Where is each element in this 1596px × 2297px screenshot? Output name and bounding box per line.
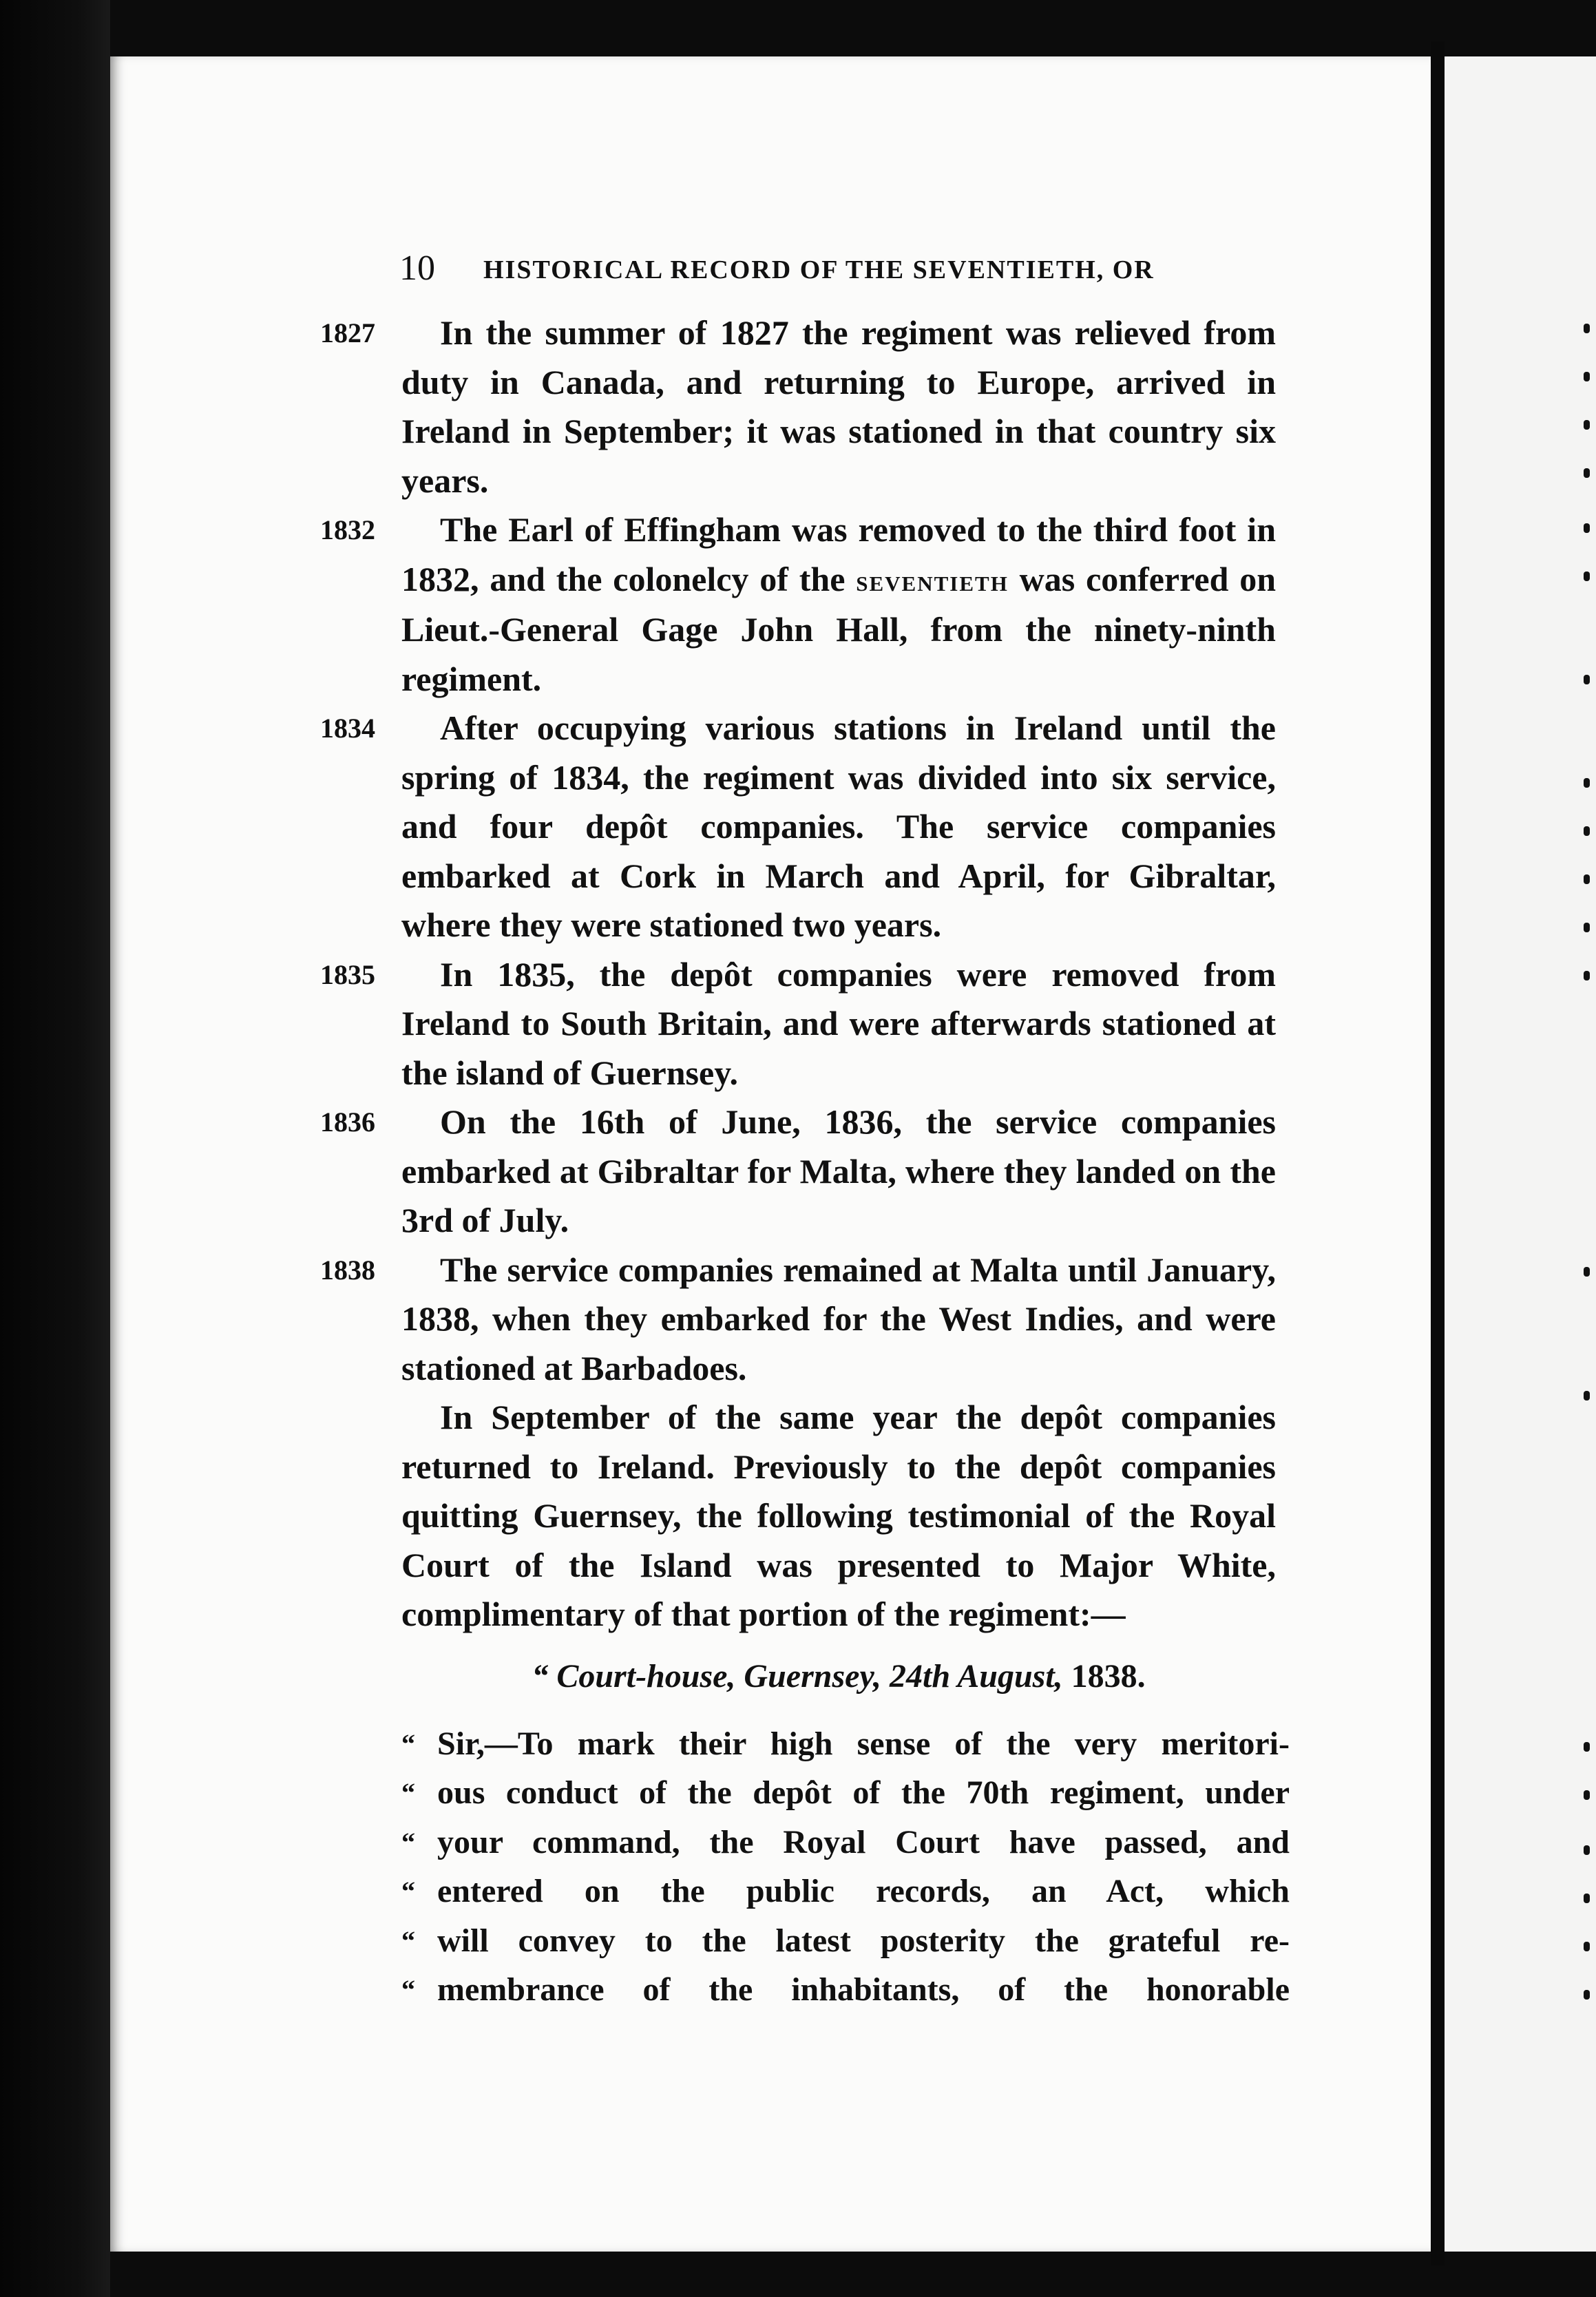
quote-text: membrance of the inhabitants, of the honorable [437,1971,1290,2008]
facing-page-mark [1584,1845,1590,1855]
letter-dateline [401,1652,1276,1701]
quote-text: your command, the Royal Court have passed, and [437,1823,1290,1860]
paragraph: In the summer of 1827 the regiment was relieved from duty in Canada, and returning to Europe, arrived in Ireland in September; it was stationed in that country six years. [401,313,1276,500]
continuation-entry [320,1393,1284,1639]
running-head-title: HISTORICAL RECORD OF THE SEVENTIETH, OR [483,255,1155,284]
year-entry [320,704,1284,950]
paragraph [401,505,1276,704]
quote-text: entered on the public records, an Act, which [437,1873,1290,1909]
year-entry [320,1098,1284,1246]
quote-line [401,1916,1290,1966]
margin-year: 1832 [320,514,375,545]
dateline-place-date: Court-house, Guernsey, 24th August, [556,1657,1063,1695]
quote-mark: “ [401,1777,415,1808]
year-entry [320,308,1284,505]
facing-page-mark [1584,1894,1590,1903]
paragraph-text: was conferred on Lieut.-General Gage John Hall, from the ninety-ninth regiment. [401,559,1277,698]
quote-line [401,1818,1290,1867]
paragraph-text: The Earl of Effingham was removed to the third foot in 1832, and the colonelcy of the [401,510,1276,598]
quote-mark: “ [401,1974,415,2005]
paragraph: The service companies remained at Malta until January, 1838, when they embarked for the West Indies, and were stationed at Barbadoes. [401,1250,1276,1387]
scan-left-edge [0,0,110,2297]
quote-line [401,1965,1290,2015]
body-text [320,308,1290,2015]
paragraph: After occupying various stations in Ireland until the spring of 1834, the regiment was divided into six service, and four depôt companies. The service companies embarked at Cork in March and April, for Gibraltar, where they were stationed two years. [401,709,1276,944]
quote-text: will convey to the latest posterity the grateful re- [437,1922,1290,1959]
facing-page-mark [1584,420,1590,430]
quote-text: Sir,—To mark their high sense of the very meritori- [437,1725,1290,1762]
paragraph: In 1835, the depôt companies were removed from Ireland to South Britain, and were afterwards stationed at the island of Guernsey. [401,954,1276,1092]
quote-mark: “ [401,1924,415,1956]
running-head [399,248,1205,289]
facing-page-mark [1584,324,1590,333]
facing-page-mark [1584,1742,1590,1752]
facing-page-mark [1584,675,1590,684]
year-entry [320,950,1284,1098]
facing-page-edge [1445,56,1596,2252]
book-gutter [1431,41,1445,2265]
facing-page-mark [1584,523,1590,533]
margin-year: 1827 [320,317,375,348]
facing-page-mark [1584,923,1590,932]
dateline-year: 1838. [1071,1657,1146,1695]
margin-year: 1838 [320,1254,375,1286]
facing-page-mark [1584,778,1590,788]
facing-page-mark [1584,826,1590,836]
year-entry [320,1246,1284,1394]
regiment-name-small-caps: seventieth [856,563,1009,598]
facing-page-mark [1584,971,1590,980]
facing-page-mark [1584,372,1590,381]
open-quote: “ [532,1657,549,1695]
quote-line [401,1768,1290,1818]
facing-page-mark [1584,468,1590,478]
facing-page-mark [1584,874,1590,884]
margin-year: 1835 [320,958,375,990]
facing-page-mark [1584,1990,1590,2000]
facing-page-mark [1584,1267,1590,1277]
quote-mark: “ [401,1876,415,1907]
margin-year: 1834 [320,713,375,744]
quote-line [401,1867,1290,1916]
quote-line [401,1719,1290,1769]
page-number: 10 [399,249,435,288]
quote-mark: “ [401,1728,415,1759]
paragraph: In September of the same year the depôt companies returned to Ireland. Previously to the depôt companies quitting Guernsey, the following testimonial of the Royal Court of the Island was presented to Major White, complimentary of that portion of the regiment:— [401,1398,1276,1633]
quoted-letter [401,1719,1290,2015]
paragraph: On the 16th of June, 1836, the service companies embarked at Gibraltar for Malta, where they landed on the 3rd of July. [401,1102,1276,1239]
facing-page-mark [1584,571,1590,581]
facing-page-mark [1584,1391,1590,1401]
margin-year: 1836 [320,1106,375,1137]
quote-mark: “ [401,1826,415,1858]
year-entry [320,505,1284,704]
facing-page-mark [1584,1790,1590,1800]
quote-text: ous conduct of the depôt of the 70th regiment, under [437,1774,1290,1811]
facing-page-mark [1584,1942,1590,1951]
